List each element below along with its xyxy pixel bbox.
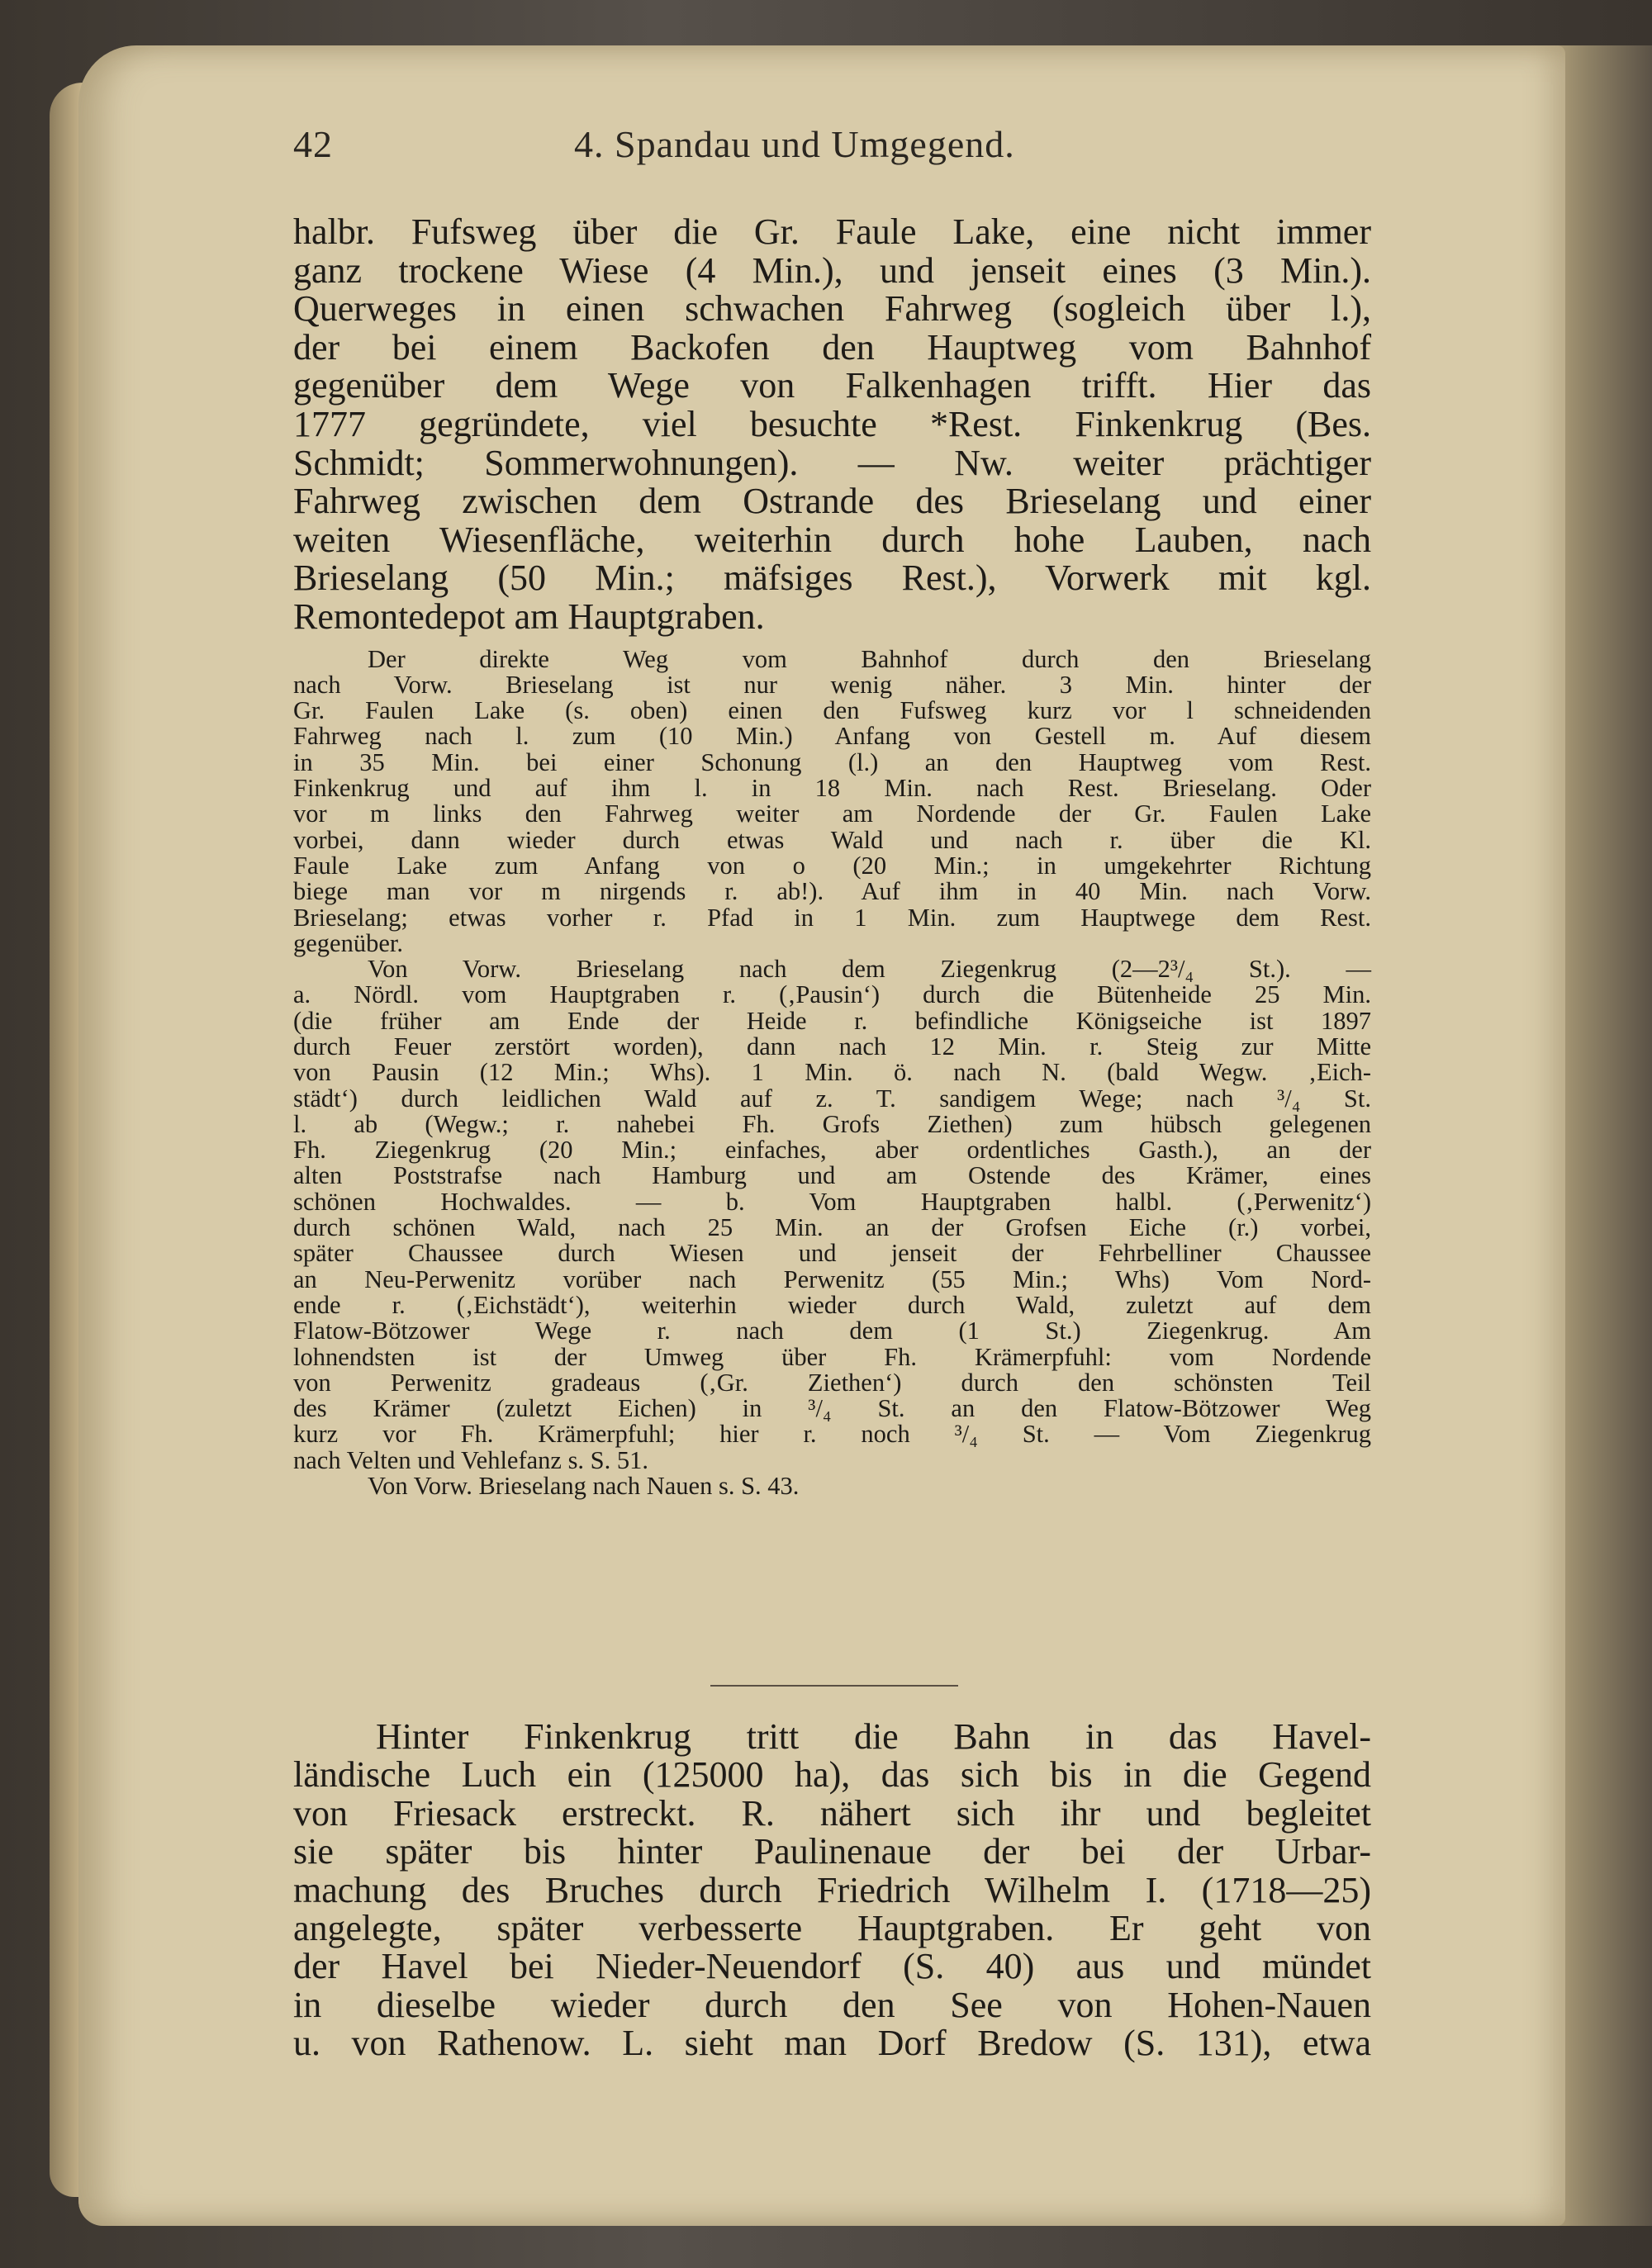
- note-line: von Pausin (12 Min.; Whs). 1 Min. ö. nach N. (bald Wegw. ‚Eich-: [293, 1058, 1371, 1087]
- text-line: weiten Wiesenfläche, weiterhin durch hohe Lauben, nach: [293, 519, 1371, 560]
- page-content: [293, 213, 1371, 1499]
- text-line: von Friesack erstreckt. R. nähert sich ihr und begleitet: [293, 1792, 1371, 1834]
- note-line: nach Vorw. Brieselang ist nur wenig näher. 3 Min. hinter der: [293, 670, 1371, 699]
- text-line: Hinter Finkenkrug tritt die Bahn in das Havel-: [376, 1716, 1371, 1757]
- note-line: durch Feuer zerstört worden), dann nach 12 Min. r. Steig zur Mitte: [293, 1032, 1371, 1060]
- note-line: Fahrweg nach l. zum (10 Min.) Anfang von Gestell m. Auf diesem: [293, 722, 1371, 751]
- havellaendisches-luch-paragraph: [293, 1718, 1371, 2063]
- text-line: der bei einem Backofen den Hauptweg vom Bahnhof: [293, 326, 1371, 368]
- note-line: biege man vor m nirgends r. ab!). Auf ihm in 40 Min. nach Vorw.: [293, 877, 1371, 906]
- note-line: Faule Lake zum Anfang von o (20 Min.; in umgekehrter Richtung: [293, 851, 1371, 880]
- note-nauen-route: [293, 1473, 1371, 1499]
- running-head: [293, 122, 1367, 180]
- text-line: Querweges in einen schwachen Fahrweg (sogleich über l.),: [293, 288, 1371, 330]
- note-line: ende r. (‚Eichstädt‘), weiterhin wieder durch Wald, zuletzt auf dem: [293, 1290, 1371, 1319]
- main-paragraph: [293, 213, 1371, 637]
- note-line: Von Vorw. Brieselang nach dem Ziegenkrug (2—2³/₄ St.). —: [368, 955, 1371, 984]
- section-divider: [710, 1685, 958, 1687]
- note-line: Fh. Ziegenkrug (20 Min.; einfaches, aber ordentliches Gasth.), an der: [293, 1136, 1371, 1165]
- text-line: u. von Rathenow. L. sieht man Dorf Bredow (S. 131), etwa: [293, 2023, 1371, 2064]
- note-line: vorbei, dann wieder durch etwas Wald und nach r. über die Kl.: [293, 825, 1371, 854]
- chapter-title: 4. Spandau und Umgegend.: [574, 123, 1015, 165]
- note-line: schönen Hochwaldes. — b. Vom Hauptgraben halbl. (‚Perwenitz‘): [293, 1187, 1371, 1216]
- text-line: in dieselbe wieder durch den See von Hohen-Nauen: [293, 1984, 1371, 2025]
- note-line: lohnendsten ist der Umweg über Fh. Krämerpfuhl: vom Nordende: [293, 1342, 1371, 1371]
- note-line: später Chaussee durch Wiesen und jenseit der Fehrbelliner Chaussee: [293, 1239, 1371, 1268]
- note-line: vor m links den Fahrweg weiter am Nordende der Gr. Faulen Lake: [293, 799, 1371, 828]
- text-line: sie später bis hinter Paulinenaue der bei der Urbar-: [293, 1831, 1371, 1872]
- note-line: l. ab (Wegw.; r. nahebei Fh. Grofs Ziethen) zum hübsch gelegenen: [293, 1109, 1371, 1138]
- text-line: halbr. Fufsweg über die Gr. Faule Lake, eine nicht immer: [293, 211, 1371, 252]
- text-line: machung des Bruches durch Friedrich Wilhelm I. (1718—25): [293, 1869, 1371, 1910]
- note-direct-route: [293, 644, 1371, 957]
- text-line: angelegte, später verbesserte Hauptgraben. Er geht von: [293, 1908, 1371, 1949]
- note-line: städt‘) durch leidlichen Wald auf z. T. sandigem Wege; nach ³/₄ St.: [293, 1084, 1371, 1113]
- text-line: ganz trockene Wiese (4 Min.), und jenseit eines (3 Min.).: [293, 249, 1371, 291]
- note-line: Brieselang; etwas vorher r. Pfad in 1 Min. zum Hauptwege dem Rest.: [293, 903, 1371, 932]
- note-line: gegenüber.: [293, 928, 403, 957]
- note-line: (die früher am Ende der Heide r. befindliche Königseiche ist 1897: [293, 1006, 1371, 1035]
- note-line: durch schönen Wald, nach 25 Min. an der Grofsen Eiche (r.) vorbei,: [293, 1213, 1371, 1242]
- note-line: alten Poststrafse nach Hamburg und am Ostende des Krämer, eines: [293, 1161, 1371, 1190]
- note-line: von Perwenitz gradeaus (‚Gr. Ziethen‘) durch den schönsten Teil: [293, 1368, 1371, 1397]
- note-line: Von Vorw. Brieselang nach Nauen s. S. 43.: [368, 1472, 800, 1501]
- text-line: der Havel bei Nieder-Neuendorf (S. 40) aus und mündet: [293, 1946, 1371, 1987]
- note-line: nach Velten und Vehlefanz s. S. 51.: [293, 1445, 649, 1474]
- note-line: an Neu-Perwenitz vorüber nach Perwenitz (55 Min.; Whs) Vom Nord-: [293, 1264, 1371, 1293]
- note-line: Flatow-Bötzower Wege r. nach dem (1 St.) Ziegenkrug. Am: [293, 1317, 1371, 1345]
- text-line: Brieselang (50 Min.; mäfsiges Rest.), Vorwerk mit kgl.: [293, 558, 1371, 599]
- text-line: Schmidt; Sommerwohnungen). — Nw. weiter prächtiger: [293, 442, 1371, 483]
- page-number: 42: [293, 123, 333, 165]
- text-line: Fahrweg zwischen dem Ostrande des Brieselang und einer: [293, 481, 1371, 522]
- note-line: a. Nördl. vom Hauptgraben r. (‚Pausin‘) durch die Bütenheide 25 Min.: [293, 980, 1371, 1009]
- text-line: ländische Luch ein (125000 ha), das sich bis in die Gegend: [293, 1754, 1371, 1796]
- note-line: Der direkte Weg vom Bahnhof durch den Brieselang: [368, 644, 1371, 673]
- note-ziegenkrug-route: [293, 956, 1371, 1473]
- note-line: in 35 Min. bei einer Schonung (l.) an den Hauptweg vom Rest.: [293, 747, 1371, 776]
- text-line: gegenüber dem Wege von Falkenhagen trifft. Hier das: [293, 365, 1371, 406]
- text-line: 1777 gegründete, viel besuchte *Rest. Finkenkrug (Bes.: [293, 403, 1371, 444]
- note-line: Gr. Faulen Lake (s. oben) einen den Fufsweg kurz vor l schneidenden: [293, 696, 1371, 725]
- text-line: Remontedepot am Hauptgraben.: [293, 595, 765, 637]
- note-line: Finkenkrug und auf ihm l. in 18 Min. nach Rest. Brieselang. Oder: [293, 774, 1371, 803]
- note-line: kurz vor Fh. Krämerpfuhl; hier r. noch ³/₄ St. — Vom Ziegenkrug: [293, 1420, 1371, 1449]
- note-line: des Krämer (zuletzt Eichen) in ³/₄ St. an den Flatow-Bötzower Weg: [293, 1394, 1371, 1423]
- page-edge-left: [50, 83, 83, 2197]
